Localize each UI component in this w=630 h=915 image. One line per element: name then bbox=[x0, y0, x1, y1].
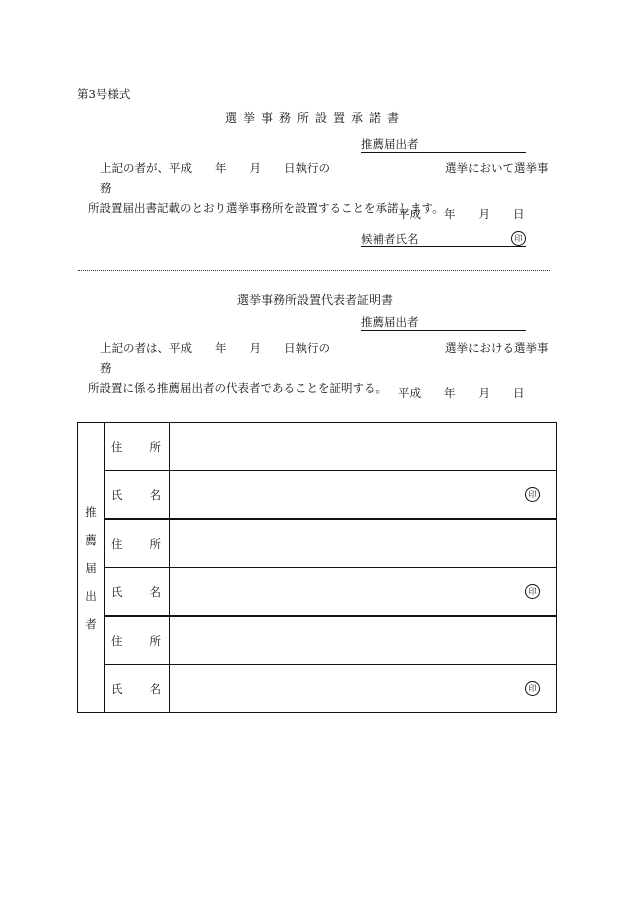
name-field-1[interactable] bbox=[170, 471, 557, 520]
recommender-side-label: 推 薦 届 出 者 bbox=[78, 423, 105, 713]
cut-line bbox=[78, 270, 550, 271]
consent-date: 平成 年 月 日 bbox=[398, 207, 525, 221]
name-field-2[interactable] bbox=[170, 568, 557, 617]
certificate-line-2: 所設置に係る推薦届出者の代表者であることを証明する。 bbox=[88, 381, 387, 395]
recommender-label-1: 推薦届出者 bbox=[361, 137, 419, 151]
name-label-3: 氏 名 bbox=[105, 665, 170, 713]
form-number: 第3号様式 bbox=[77, 87, 131, 101]
certificate-title: 選挙事務所設置代表者証明書 bbox=[236, 293, 393, 307]
address-label-2: 住 所 bbox=[105, 519, 170, 568]
certificate-date: 平成 年 月 日 bbox=[398, 386, 525, 400]
seal-icon: 印 bbox=[525, 681, 540, 696]
name-label-1: 氏 名 bbox=[105, 471, 170, 520]
recommender-table bbox=[77, 422, 557, 713]
address-field-2[interactable] bbox=[170, 519, 557, 568]
name-field-3[interactable] bbox=[170, 665, 557, 713]
address-label-1: 住 所 bbox=[105, 423, 170, 471]
candidate-name-label: 候補者氏名 bbox=[361, 232, 419, 246]
recommender-field-1[interactable] bbox=[361, 136, 526, 153]
seal-icon: 印 bbox=[525, 584, 540, 599]
seal-icon: 印 bbox=[525, 487, 540, 502]
candidate-name-field[interactable] bbox=[361, 231, 526, 247]
recommender-field-2[interactable] bbox=[361, 314, 526, 331]
address-field-3[interactable] bbox=[170, 616, 557, 665]
seal-icon: 印 bbox=[511, 231, 526, 246]
name-label-2: 氏 名 bbox=[105, 568, 170, 617]
certificate-line-1: 上記の者は、平成 年 月 日執行の 選挙における選挙事務 bbox=[100, 341, 549, 375]
consent-title: 選挙事務所設置承諾書 bbox=[224, 111, 405, 125]
consent-line-2: 所設置届出書記載のとおり選挙事務所を設置することを承諾します。 bbox=[88, 201, 444, 215]
address-label-3: 住 所 bbox=[105, 616, 170, 665]
recommender-label-2: 推薦届出者 bbox=[361, 315, 419, 329]
address-field-1[interactable] bbox=[170, 423, 557, 471]
consent-line-1: 上記の者が、平成 年 月 日執行の 選挙において選挙事務 bbox=[100, 161, 549, 195]
